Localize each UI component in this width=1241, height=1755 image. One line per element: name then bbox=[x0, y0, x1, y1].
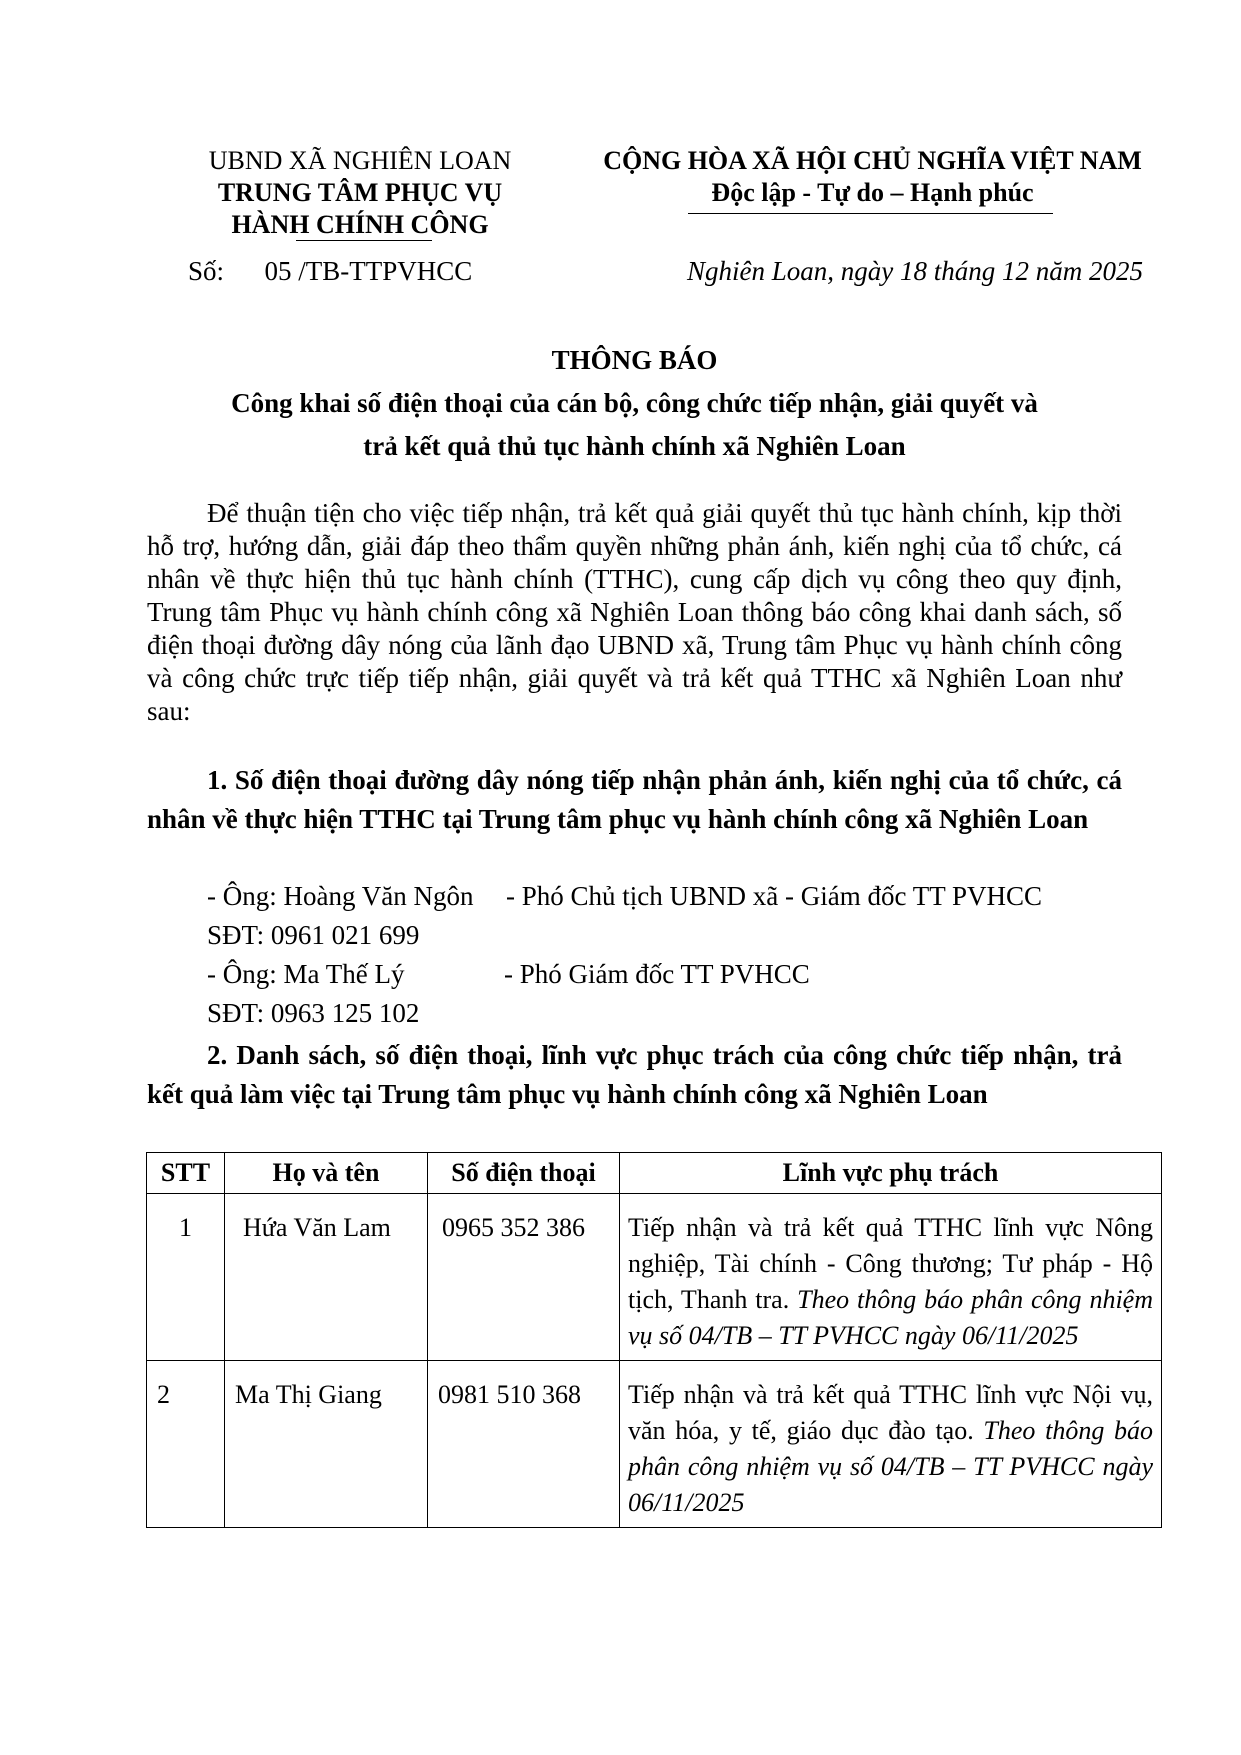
row-duty-text: Tiếp nhận và trả kết quả TTHC lĩnh vực Nội vụ, văn hóa, y tế, giáo dục đào tạo. bbox=[628, 1380, 1153, 1445]
agency-name-line2: HÀNH CHÍNH CÔNG bbox=[231, 210, 489, 239]
row-name: Ma Thị Giang bbox=[225, 1361, 428, 1528]
col-header-stt: STT bbox=[147, 1153, 225, 1194]
contact2-name: - Ông: Ma Thế Lý bbox=[207, 959, 405, 989]
agency-underline bbox=[296, 240, 432, 241]
col-header-name: Họ và tên bbox=[225, 1153, 428, 1194]
agency-header bbox=[180, 145, 540, 241]
document-subtitle-1: Công khai số điện thoại của cán bộ, công chức tiếp nhận, giải quyết và bbox=[231, 388, 1038, 418]
table-row bbox=[147, 1361, 1162, 1528]
contact1-name: - Ông: Hoàng Văn Ngôn bbox=[207, 881, 474, 911]
row-duty-text: Tiếp nhận và trả kết quả TTHC lĩnh vực Nông nghiệp, Tài chính - Công thương; Tư pháp - Hộ tịch, Thanh tra. bbox=[628, 1213, 1153, 1314]
section2-heading: 2. Danh sách, số điện thoại, lĩnh vực phục trách của công chức tiếp nhận, trả kết quả làm việc tại Trung tâm phục vụ hành chính công xã Nghiên Loan bbox=[147, 1040, 1122, 1109]
contact1-role: - Phó Chủ tịch UBND xã - Giám đốc TT PVHCC bbox=[506, 881, 1042, 911]
section1-heading: 1. Số điện thoại đường dây nóng tiếp nhận phản ánh, kiến nghị của tổ chức, cá nhân về thực hiện TTHC tại Trung tâm phục vụ hành chính công xã Nghiên Loan bbox=[147, 765, 1122, 834]
row-name: Hứa Văn Lam bbox=[225, 1194, 428, 1361]
national-motto: Độc lập - Tự do – Hạnh phúc bbox=[711, 178, 1034, 207]
contact1-phone: SĐT: 0961 021 699 bbox=[207, 920, 420, 950]
table-header-row bbox=[147, 1153, 1162, 1194]
row-duty-note: Theo thông báo phân công nhiệm vụ số 04/TB – TT PVHCC ngày 06/11/2025 bbox=[628, 1416, 1154, 1517]
row-phone: 0981 510 368 bbox=[428, 1361, 620, 1528]
motto-underline bbox=[688, 213, 1053, 214]
document-number: Số: 05 /TB-TTPVHCC bbox=[188, 256, 473, 286]
contact2-phone: SĐT: 0963 125 102 bbox=[207, 998, 420, 1028]
agency-name-line1: TRUNG TÂM PHỤC VỤ bbox=[217, 178, 503, 207]
col-header-phone: Số điện thoại bbox=[428, 1153, 620, 1194]
row-stt: 2 bbox=[147, 1361, 225, 1528]
staff-table bbox=[146, 1152, 1162, 1528]
col-header-duty: Lĩnh vực phụ trách bbox=[620, 1153, 1162, 1194]
document-title: THÔNG BÁO bbox=[551, 345, 718, 375]
row-stt: 1 bbox=[147, 1194, 225, 1361]
row-duty bbox=[620, 1361, 1162, 1528]
row-duty-note: Theo thông báo phân công nhiệm vụ số 04/TB – TT PVHCC ngày 06/11/2025 bbox=[628, 1285, 1153, 1350]
national-title: CỘNG HÒA XÃ HỘI CHỦ NGHĨA VIỆT NAM bbox=[603, 146, 1142, 175]
agency-parent: UBND XÃ NGHIÊN LOAN bbox=[208, 146, 512, 175]
row-duty bbox=[620, 1194, 1162, 1361]
row-phone: 0965 352 386 bbox=[428, 1194, 620, 1361]
intro-paragraph: Để thuận tiện cho việc tiếp nhận, trả kết quả giải quyết thủ tục hành chính, kịp thời hỗ trợ, hướng dẫn, giải đáp theo thẩm quyền những phản ánh, kiến nghị của tổ chức, cá nhân về thực hiện thủ tục hành chính (TTHC), cung cấp dịch vụ công theo quy định, Trung tâm Phục vụ hành chính công xã Nghiên Loan thông báo công khai danh sách, số điện thoại đường dây nóng của lãnh đạo UBND xã, Trung tâm Phục vụ hành chính công và công chức trực tiếp tiếp nhận, giải quyết và trả kết quả TTHC xã Nghiên Loan như sau: bbox=[147, 498, 1122, 726]
contact2-role: - Phó Giám đốc TT PVHCC bbox=[504, 959, 810, 989]
table-row bbox=[147, 1194, 1162, 1361]
document-subtitle-2: trả kết quả thủ tục hành chính xã Nghiên Loan bbox=[363, 431, 906, 461]
national-header bbox=[575, 145, 1170, 209]
place-date: Nghiên Loan, ngày 18 tháng 12 năm 2025 bbox=[687, 256, 1143, 286]
